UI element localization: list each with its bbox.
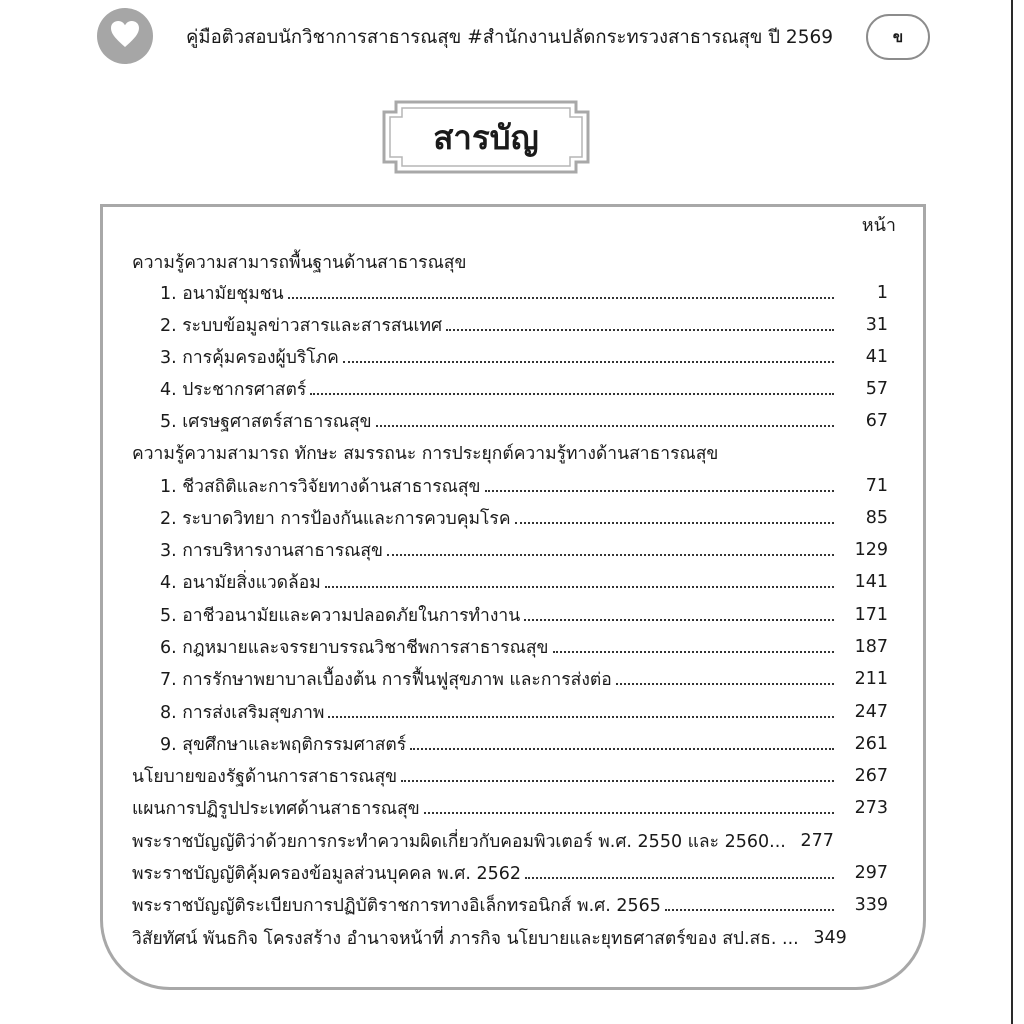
toc-title-banner xyxy=(372,100,600,174)
toc-entry-page: 71 xyxy=(865,476,888,496)
toc-entry xyxy=(160,663,888,695)
toc-entry-page: 187 xyxy=(854,637,888,657)
toc-entry xyxy=(160,373,888,405)
leader-dots xyxy=(446,327,834,331)
toc-entry-label: 1. ชีวสถิติและการวิจัยทางด้านสาธารณสุข xyxy=(160,477,481,497)
toc-entry-label: 1. อนามัยชุมชน xyxy=(160,284,284,304)
toc-entry-page: 273 xyxy=(854,798,888,818)
toc-entry-page: 247 xyxy=(854,702,888,722)
toc-entry-page: 31 xyxy=(865,315,888,335)
toc-entry xyxy=(132,760,888,792)
toc-entry-page: 349 xyxy=(813,928,847,948)
toc-entry-label: 4. อนามัยสิ่งแวดล้อม xyxy=(160,573,321,593)
toc-entry xyxy=(160,341,888,373)
heart-badge xyxy=(97,8,153,64)
toc-entry-label: วิสัยทัศน์ พันธกิจ โครงสร้าง อำนาจหน้าที่ ภารกิจ นโยบายและยุทธศาสตร์ของ สป.สธ. ... xyxy=(132,929,799,949)
leader-dots xyxy=(665,907,834,911)
leader-dots xyxy=(376,423,834,427)
toc-entry xyxy=(132,922,888,954)
toc-entry-label: พระราชบัญญัติระเบียบการปฏิบัติราชการทางอิเล็กทรอนิกส์ พ.ศ. 2565 xyxy=(132,896,661,916)
toc-entry-label: 3. การบริหารงานสาธารณสุข xyxy=(160,541,383,561)
toc-entry xyxy=(132,792,888,824)
toc-entry xyxy=(160,631,888,663)
toc-entry-page: 267 xyxy=(854,766,888,786)
page-edge-rule xyxy=(1011,0,1013,1024)
toc-entry xyxy=(132,857,888,889)
leader-dots xyxy=(424,810,834,814)
header-title: คู่มือติวสอบนักวิชาการสาธารณสุข #สำนักงานปลัดกระทรวงสาธารณสุข ปี 2569 xyxy=(186,27,834,48)
toc-entry-label: นโยบายของรัฐด้านการสาธารณสุข xyxy=(132,767,398,787)
toc-entry xyxy=(160,534,888,566)
toc-entry xyxy=(160,470,888,502)
section-heading-text: ความรู้ความสามารถ ทักษะ สมรรถนะ การประยุกต์ความรู้ทางด้านสาธารณสุข xyxy=(132,444,719,464)
toc-entry-label: แผนการปฏิรูปประเทศด้านสาธารณสุข xyxy=(132,799,420,819)
toc-entry-label: 7. การรักษาพยาบาลเบื้องต้น การฟื้นฟูสุขภาพ และการส่งต่อ xyxy=(160,670,612,690)
leader-dots xyxy=(325,584,834,588)
toc-section-heading xyxy=(132,246,892,278)
toc-entry xyxy=(160,728,888,760)
toc-entry-page: 171 xyxy=(854,605,888,625)
toc-entry-page: 277 xyxy=(800,831,834,851)
section-heading-text: ความรู้ความสามารถพื้นฐานด้านสาธารณสุข xyxy=(132,253,467,273)
toc-entry-label: 3. การคุ้มครองผู้บริโภค xyxy=(160,348,339,368)
page-column-heading: หน้า xyxy=(861,215,896,236)
leader-dots xyxy=(616,681,834,685)
toc-entry-label: 2. ระบบข้อมูลข่าวสารและสารสนเทศ xyxy=(160,316,443,336)
toc-title: สารบัญ xyxy=(433,117,539,157)
toc-entry-label: 8. การส่งเสริมสุขภาพ xyxy=(160,703,325,723)
toc-entry xyxy=(160,566,888,598)
toc-entry-page: 85 xyxy=(865,508,888,528)
toc-entry-page: 297 xyxy=(854,863,888,883)
toc-entry-label: 4. ประชากรศาสตร์ xyxy=(160,380,307,400)
toc-entry xyxy=(160,309,888,341)
toc-entry-page: 261 xyxy=(854,734,888,754)
toc-entry-page: 57 xyxy=(865,379,888,399)
leader-dots xyxy=(485,488,834,492)
leader-dots xyxy=(410,746,834,750)
toc-entry xyxy=(132,889,888,921)
leader-dots xyxy=(401,778,834,782)
toc-entry-label: พระราชบัญญัติคุ้มครองข้อมูลส่วนบุคคล พ.ศ. 2562 xyxy=(132,864,522,884)
toc-entry xyxy=(160,405,888,437)
toc-entry-page: 211 xyxy=(854,669,888,689)
leader-dots xyxy=(343,359,834,363)
toc-entry-page: 67 xyxy=(865,411,888,431)
heart-icon xyxy=(110,20,140,52)
toc-entry-label: 2. ระบาดวิทยา การป้องกันและการควบคุมโรค xyxy=(160,509,511,529)
toc-entry-page: 41 xyxy=(865,347,888,367)
toc-entry-page: 129 xyxy=(854,540,888,560)
toc-entry-page: 1 xyxy=(876,283,888,303)
toc-entry-label: 6. กฎหมายและจรรยาบรรณวิชาชีพการสาธารณสุข xyxy=(160,638,549,658)
leader-dots xyxy=(515,520,834,524)
toc-entry xyxy=(160,502,888,534)
leader-dots xyxy=(288,295,834,299)
toc-section-heading xyxy=(132,437,892,469)
toc-entry xyxy=(132,825,888,857)
leader-dots xyxy=(553,649,835,653)
page-marker: ข xyxy=(866,14,930,60)
leader-dots xyxy=(328,714,834,718)
toc-entry-label: 9. สุขศึกษาและพฤติกรรมศาสตร์ xyxy=(160,735,407,755)
leader-dots xyxy=(524,617,834,621)
toc-entry-page: 339 xyxy=(854,895,888,915)
leader-dots xyxy=(387,552,834,556)
toc-entry-label: พระราชบัญญัติว่าด้วยการกระทำความผิดเกี่ยวกับคอมพิวเตอร์ พ.ศ. 2550 และ 2560... xyxy=(132,832,786,852)
toc-entry xyxy=(160,599,888,631)
leader-dots xyxy=(310,391,834,395)
toc-entry-label: 5. เศรษฐศาสตร์สาธารณสุข xyxy=(160,412,372,432)
toc-entry xyxy=(160,696,888,728)
leader-dots xyxy=(525,875,834,879)
toc-entry xyxy=(160,277,888,309)
toc-entry-page: 141 xyxy=(854,572,888,592)
toc-entry-label: 5. อาชีวอนามัยและความปลอดภัยในการทำงาน xyxy=(160,606,521,626)
